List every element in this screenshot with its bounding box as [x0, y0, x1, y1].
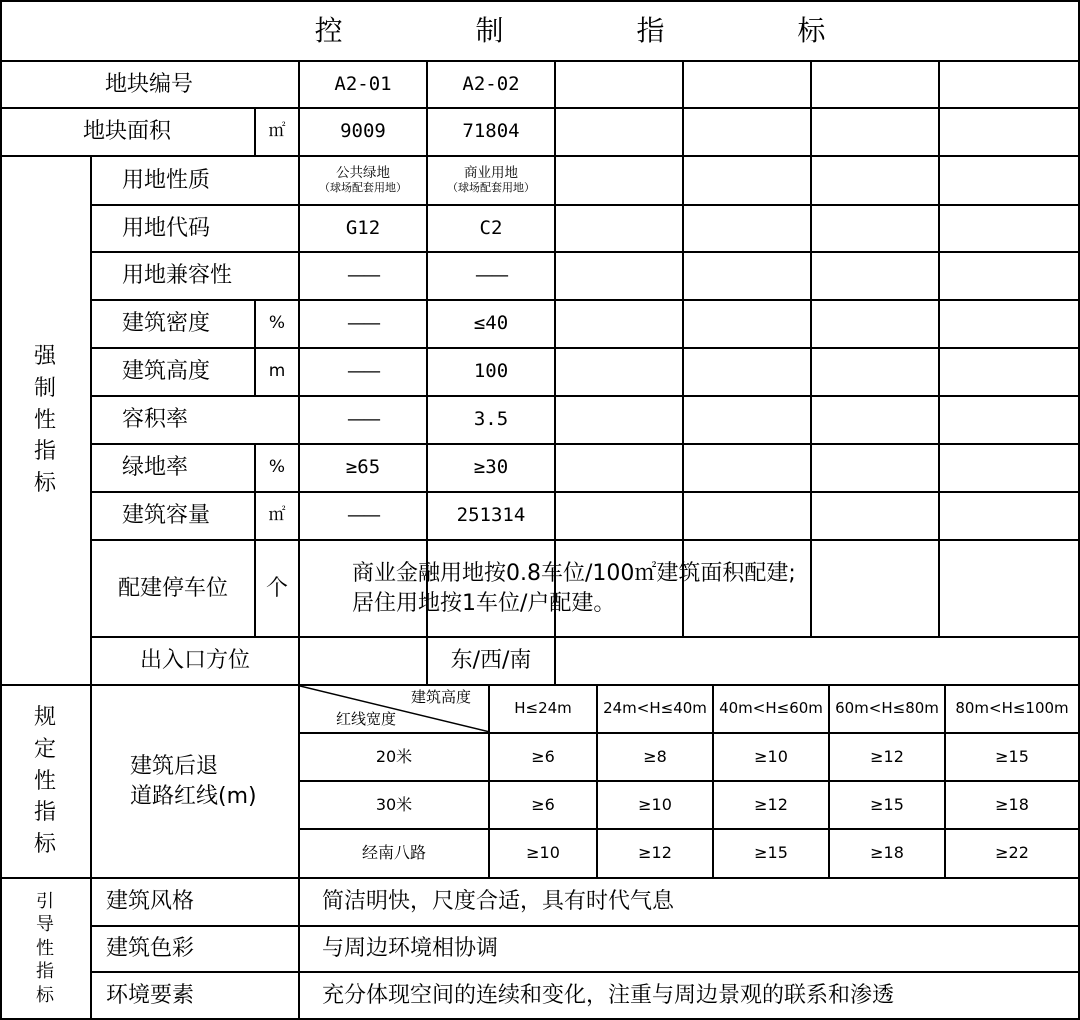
block-number-label: 地块编号: [104, 71, 193, 97]
mandatory-value-b: 3.5: [473, 408, 509, 431]
land-use-a-note: （球场配套用地）: [319, 180, 407, 194]
mandatory-value-b: C2: [479, 216, 503, 239]
mandatory-value-b: 251314: [456, 504, 526, 527]
entrance-a: [300, 638, 426, 684]
setback-label-line2: 道路红线(m): [130, 783, 257, 809]
mandatory-group-char: 制: [33, 375, 56, 401]
mandatory-value-b: ≥30: [473, 456, 509, 479]
guidance-group-char: 引: [36, 891, 54, 913]
road-width-label: 30米: [375, 794, 413, 814]
parking-unit: 个: [265, 575, 288, 601]
height-column-header: 40m<H≤60m: [719, 699, 823, 718]
guidance-group-char: 性: [36, 937, 54, 959]
setback-label-line1: 建筑后退: [130, 753, 219, 779]
height-column-header: H≤24m: [514, 699, 572, 718]
guidance-value: 与周边环境相协调: [322, 936, 499, 962]
mandatory-value-a: ——: [347, 408, 379, 430]
mandatory-value-b: 100: [473, 360, 509, 383]
guidance-value: 充分体现空间的连续和变化，注重与周边景观的联系和渗透: [322, 982, 895, 1008]
mandatory-group-char: 强: [33, 343, 56, 369]
mandatory-row-unit: ㎡: [268, 505, 286, 526]
regulatory-group-char: 指: [33, 800, 56, 826]
parking-rule-line1: 商业金融用地按0.8车位/100㎡建筑面积配建;: [352, 560, 796, 586]
setback-value: ≥22: [995, 843, 1029, 863]
page-title: 控 制 指 标: [314, 13, 888, 47]
guidance-group-char: 标: [36, 984, 54, 1006]
mandatory-group-char: 标: [33, 471, 56, 497]
setback-value: ≥15: [754, 843, 788, 863]
land-use-a: [300, 157, 426, 204]
mandatory-group-char: 性: [33, 407, 56, 433]
mandatory-value-a: ——: [347, 312, 379, 334]
parking-label: 配建停车位: [117, 575, 228, 601]
setback-value: ≥6: [531, 746, 555, 766]
mandatory-row-label: 用地兼容性: [122, 263, 233, 289]
regulatory-group-char: 性: [33, 768, 56, 794]
block-area-label: 地块面积: [82, 119, 171, 145]
regulatory-group-char: 定: [33, 736, 56, 762]
mandatory-row-label: 建筑容量: [122, 503, 211, 529]
mandatory-group-char: 指: [33, 439, 56, 465]
guidance-group-char: 导: [36, 914, 54, 936]
entrance-label: 出入口方位: [139, 648, 250, 674]
parking-rule: [300, 541, 1078, 636]
mandatory-value-a: ——: [347, 504, 379, 526]
guidance-value: 简洁明快，尺度合适，具有时代气息: [322, 889, 675, 915]
mandatory-value-a: G12: [345, 216, 381, 239]
corner-bottom-label: 红线宽度: [335, 710, 396, 729]
road-width-label: 20米: [375, 746, 413, 766]
mandatory-row-label: 用地代码: [122, 215, 211, 241]
setback-value: ≥15: [870, 794, 904, 814]
setback-value: ≥15: [995, 746, 1029, 766]
mandatory-row-unit: %: [268, 313, 286, 334]
entrance-b: 东/西/南: [450, 648, 532, 674]
regulatory-group-char: 标: [33, 832, 56, 858]
setback-value: ≥6: [531, 794, 555, 814]
height-column-header: 80m<H≤100m: [955, 699, 1069, 718]
guidance-group-char: 指: [36, 961, 54, 983]
setback-value: ≥18: [870, 843, 904, 863]
guidance-label: 建筑色彩: [106, 936, 195, 962]
block-area-unit: ㎡: [268, 121, 286, 142]
guidance-label: 环境要素: [106, 982, 195, 1008]
setback-value: ≥12: [638, 843, 672, 863]
mandatory-row-label: 用地性质: [122, 167, 211, 193]
mandatory-row-label: 建筑密度: [122, 311, 211, 337]
setback-value: ≥12: [754, 794, 788, 814]
setback-value: ≥12: [870, 746, 904, 766]
mandatory-row-label: 建筑高度: [122, 359, 211, 385]
regulatory-group-char: 规: [33, 704, 56, 730]
regulatory-group-label: [0, 686, 90, 877]
guidance-label: 建筑风格: [106, 889, 195, 915]
block-area-a: 9009: [340, 120, 386, 143]
mandatory-row-label: 容积率: [122, 407, 189, 433]
mandatory-row-unit: m: [268, 361, 286, 382]
road-width-label: 经南八路: [361, 843, 426, 863]
setback-value: ≥10: [526, 843, 560, 863]
land-use-b-note: （球场配套用地）: [447, 180, 535, 194]
block-area-b: 71804: [462, 120, 520, 143]
corner-top-label: 建筑高度: [410, 688, 471, 707]
setback-label: [92, 686, 298, 877]
block-number-a: A2-01: [334, 72, 392, 95]
mandatory-value-a: ≥65: [345, 456, 381, 479]
setback-value: ≥8: [643, 746, 667, 766]
mandatory-value-a: ——: [347, 264, 379, 286]
mandatory-value-b: ——: [475, 264, 507, 286]
mandatory-row-label: 绿地率: [122, 455, 189, 481]
mandatory-group-label: [0, 157, 90, 684]
land-use-b-main: 商业用地: [464, 165, 518, 182]
mandatory-row-unit: %: [268, 457, 286, 478]
setback-value: ≥18: [995, 794, 1029, 814]
guidance-group-label: [0, 879, 90, 1018]
grid-line: [554, 636, 556, 684]
setback-value: ≥10: [638, 794, 672, 814]
height-column-header: 24m<H≤40m: [603, 699, 707, 718]
land-use-a-main: 公共绿地: [336, 165, 390, 182]
land-use-b: [428, 157, 554, 204]
height-column-header: 60m<H≤80m: [835, 699, 939, 718]
parking-rule-line2: 居住用地按1车位/户配建。: [352, 590, 616, 616]
mandatory-value-b: ≤40: [473, 312, 509, 335]
setback-value: ≥10: [754, 746, 788, 766]
block-number-b: A2-02: [462, 72, 520, 95]
mandatory-value-a: ——: [347, 360, 379, 382]
